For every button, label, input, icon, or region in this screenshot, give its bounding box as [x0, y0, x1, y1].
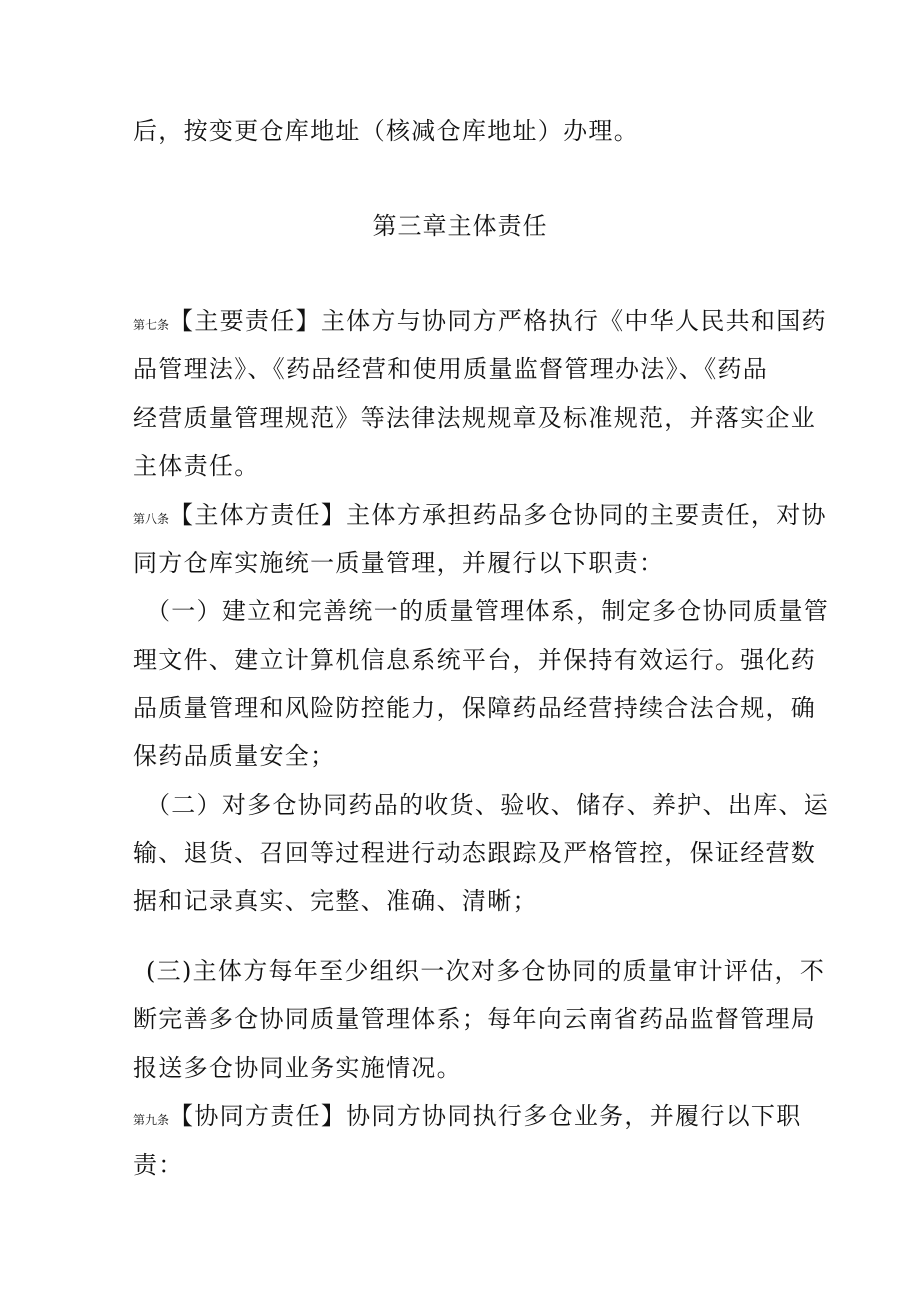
article-7-line-3: 经营质量管理规范》等法律法规规章及标准规范，并落实企业: [133, 404, 817, 432]
article-8-item-2-line-1: （二）对多仓协同药品的收货、验收、储存、养护、出库、运: [146, 791, 830, 819]
article-7-text: 【主要责任】主体方与协同方严格执行《中华人民共和国药: [169, 307, 827, 335]
article-7-line-4: 主体责任。: [133, 452, 260, 480]
article-7-line-1: [133, 306, 827, 340]
article-8-number: 第八条: [133, 512, 170, 526]
article-8-item-1-line-4: 保药品质量安全；: [133, 742, 336, 770]
article-8-item-2-line-2: 输、退货、召回等过程进行动态跟踪及严格管控，保证经营数: [133, 839, 817, 867]
article-8-line-2: 同方仓库实施统一质量管理，并履行以下职责：: [133, 549, 665, 577]
article-8-text: 【主体方责任】主体方承担药品多仓协同的主要责任，对协: [169, 501, 827, 529]
article-7-line-2: 品管理法》、《药品经营和使用质量监督管理办法》、《药品: [133, 355, 769, 383]
paragraph-line: 后，按变更仓库地址（核减仓库地址）办理。: [133, 117, 639, 145]
article-8-item-3-line-1: (三)主体方每年至少组织一次对多仓协同的质量审计评估，不: [146, 957, 826, 985]
chapter-title: 第三章主体责任: [372, 212, 548, 240]
article-8-item-3-line-2: 断完善多仓协同质量管理体系；每年向云南省药品监督管理局: [133, 1005, 817, 1033]
article-9-line-2: 责：: [133, 1151, 184, 1179]
article-9-text: 【协同方责任】协同方协同执行多仓业务，并履行以下职: [169, 1102, 802, 1130]
article-8-line-1: [133, 500, 827, 534]
article-8-item-2-line-3: 据和记录真实、完整、准确、清晰；: [133, 887, 538, 915]
article-7-number: 第七条: [133, 318, 170, 332]
article-9-line-1: [133, 1101, 802, 1135]
article-8-item-1-line-1: （一）建立和完善统一的质量管理体系，制定多仓协同质量管: [146, 597, 830, 625]
article-8-item-3-line-3: 报送多仓协同业务实施情况。: [133, 1054, 462, 1082]
article-9-number: 第九条: [133, 1113, 170, 1127]
article-8-item-1-line-2: 理文件、建立计算机信息系统平台，并保持有效运行。强化药: [133, 646, 817, 674]
article-8-item-1-line-3: 品质量管理和风险防控能力，保障药品经营持续合法合规，确: [133, 694, 817, 722]
